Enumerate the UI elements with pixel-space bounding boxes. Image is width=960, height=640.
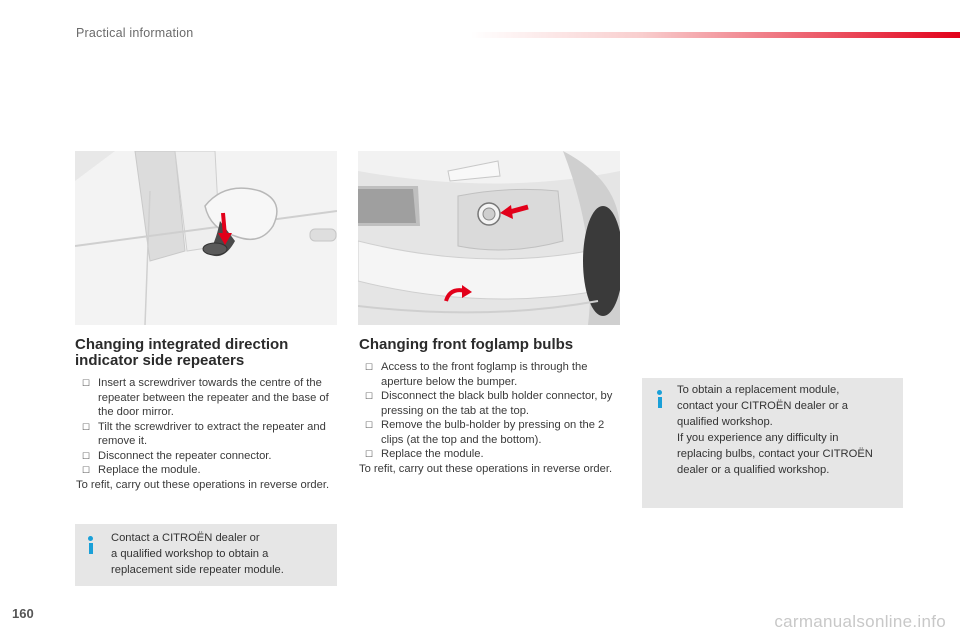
- square-bullet-icon: ☐: [365, 449, 374, 459]
- list-item: [76, 420, 332, 449]
- refit-note: To refit, carry out these operations in reverse order.: [76, 478, 330, 491]
- step-text: Disconnect the black bulb holder connector, by pressing on the tab at the top.: [381, 390, 613, 417]
- side-repeaters-title-line1: Changing integrated direction: [75, 336, 289, 353]
- step-text: Insert a screwdriver towards the centre of the repeater between the repeater and the base of the door mirror.: [98, 377, 329, 418]
- list-item: [359, 360, 623, 389]
- step-text: Replace the module.: [98, 464, 201, 476]
- list-item: [76, 449, 332, 464]
- foglamp-steps: [359, 360, 623, 476]
- square-bullet-icon: ☐: [82, 421, 91, 432]
- list-item: [359, 418, 623, 447]
- square-bullet-icon: ☐: [82, 465, 91, 475]
- step-text: Access to the front foglamp is through the aperture below the bumper.: [381, 361, 588, 388]
- step-text: Disconnect the repeater connector.: [98, 449, 272, 462]
- info-line: Contact a CITROËN dealer or: [111, 532, 260, 544]
- step-text: Remove the bulb-holder by pressing on the 2 clips (at the top and the bottom).: [381, 419, 605, 446]
- info-line: a qualified workshop to obtain a: [111, 548, 269, 560]
- foglamp-title: Changing front foglamp bulbs: [359, 336, 574, 353]
- door-mirror-illustration: [75, 151, 337, 325]
- side-repeaters-steps: [76, 376, 332, 492]
- square-bullet-icon: ☐: [82, 450, 91, 461]
- list-item: [359, 447, 623, 462]
- page-number: 160: [12, 606, 34, 621]
- header-accent-bar: [470, 32, 960, 38]
- list-item: [76, 463, 332, 478]
- square-bullet-icon: ☐: [365, 362, 374, 372]
- left-info-box: [75, 524, 337, 586]
- step-text: Replace the module.: [381, 448, 484, 460]
- square-bullet-icon: ☐: [82, 378, 91, 388]
- info-line: dealer or a qualified workshop.: [677, 464, 830, 476]
- watermark: carmanualsonline.info: [774, 612, 946, 631]
- list-item: [76, 376, 332, 420]
- foglamp-illustration: [358, 151, 620, 325]
- info-line: qualified workshop.: [677, 416, 773, 428]
- list-item: [359, 389, 623, 418]
- info-line: contact your CITROËN dealer or a: [677, 400, 848, 412]
- info-line: To obtain a replacement module,: [677, 384, 840, 396]
- info-line: If you experience any difficulty in: [677, 432, 839, 444]
- page-header-title: Practical information: [76, 26, 194, 40]
- square-bullet-icon: ☐: [365, 391, 374, 401]
- square-bullet-icon: ☐: [365, 420, 374, 430]
- step-text: Tilt the screwdriver to extract the repeater and remove it.: [98, 420, 326, 447]
- refit-note: To refit, carry out these operations in reverse order.: [359, 462, 613, 475]
- info-line: replacing bulbs, contact your CITROËN: [677, 448, 873, 460]
- side-repeaters-title-line2: indicator side repeaters: [75, 352, 245, 369]
- side-info-box: [642, 378, 903, 508]
- info-line: replacement side repeater module.: [111, 564, 284, 576]
- side-repeaters-title: [75, 337, 345, 369]
